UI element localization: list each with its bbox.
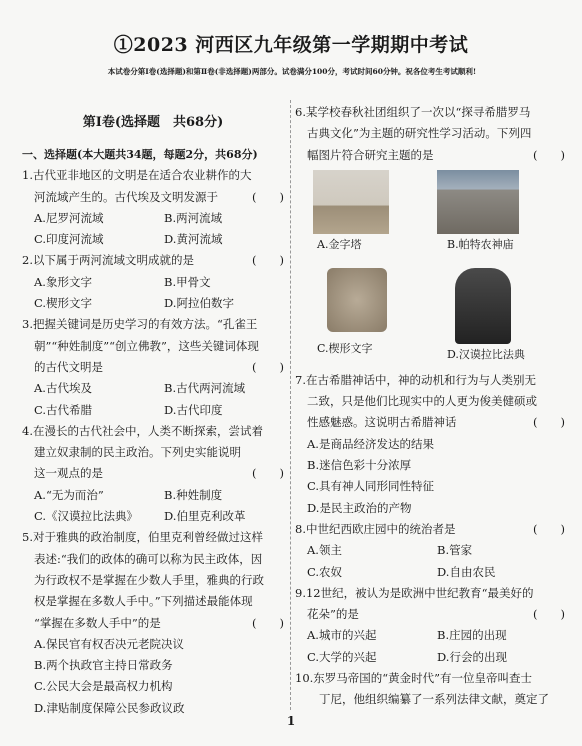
q5-stem: 5.对于雅典的政治制度，伯里克利曾经做过这样 [22,530,263,545]
q3-stem-3: 的古代文明是 ( ) [22,357,284,378]
exam-instructions: 本试卷分第Ⅰ卷(选择题)和第Ⅱ卷(非选择题)两部分。试卷满分100分，考试时间60分钟。祝各位考生考试顺利! [107,67,477,76]
q7-stem-2: 二致，只是他们比现实中的人更为俊美健硕或 [307,394,537,409]
q7-option-d: D.是民主政治的产物 [307,500,412,515]
q5-stem-3: 为行政权不是掌握在少数人手里，雅典的行政 [34,572,264,587]
q8-options-cd: C.农奴 D.自由农民 [307,564,496,579]
right-column [295,102,565,711]
q3-options-cd: C.古代希腊 D.古代印度 [34,402,223,417]
pyramid-image [313,170,389,234]
caption-b: B.帕特农神庙 [447,237,514,251]
hammurabi-picture [425,268,555,370]
q9-options-cd: C.大学的兴起 D.行会的出现 [307,649,507,664]
q5-stem-2: 表述:“我们的政体的确可以称为民主政体，因 [34,551,263,566]
answer-paren: ( ) [252,466,284,481]
q7-stem: 7.在古希腊神话中，神的动机和行为与人类别无 [295,372,536,387]
q2-options-ab: A.象形文字 B.甲骨文 [34,274,211,289]
q10-stem: 10.东罗马帝国的“黄金时代”有一位皇帝叫查士 [295,671,533,686]
q2-options-cd: C.楔形文字 D.阿拉伯数字 [34,296,234,311]
answer-paren: ( ) [252,615,284,630]
q3-options-ab: A.古代埃及 B.古代两河流域 [34,381,246,396]
answer-paren: ( ) [533,521,565,536]
q6-stem: 6.某学校春秋社团组织了一次以“探寻希腊罗马 [295,105,531,119]
q5-stem-5: “掌握在多数人手中”的是 ( ) [22,613,284,634]
q4-stem-2: 建立奴隶制的民主政治。下列史实能说明 [34,445,241,460]
answer-paren: ( ) [533,415,565,430]
q2-stem: 2.以下属于两河流域文明成就的是 ( ) [22,250,284,271]
q3-stem: 3.把握关键词是历史学习的有效方法。“孔雀王 [22,317,258,332]
q7-stem-3: 性感魅惑。这说明古希腊神话 ( ) [295,412,565,433]
answer-paren: ( ) [533,607,565,622]
q1-stem: 1.古代亚非地区的文明是在适合农业耕作的大 [22,168,252,183]
answer-paren: ( ) [252,189,284,204]
parthenon-image [437,170,519,234]
q8-stem: 8.中世纪西欧庄园中的统治者是 ( ) [295,519,565,540]
q5-option-a: A.保民官有权否决元老院决议 [34,636,184,651]
q6-stem-3: 幅图片符合研究主题的是 ( ) [295,145,565,166]
q5-option-b: B.两个执政官主持日常政务 [34,658,173,673]
q1-options-cd: C.印度河流域 D.黄河流域 [34,232,223,247]
q4-options-cd: C.《汉谟拉比法典》 D.伯里克利改革 [34,509,246,524]
page-number: 1 [286,714,296,728]
left-column [22,112,284,719]
q5-stem-4: 权是掌握在多数人手中。”下列描述最能体现 [34,594,253,609]
answer-paren: ( ) [252,359,284,374]
section-heading: 一、选择题(本大题共34题，每题2分，共68分) [22,148,258,161]
cuneiform-picture [295,268,425,370]
q9-options-ab: A.城市的兴起 B.庄园的出现 [307,628,507,643]
q1-options-ab: A.尼罗河流域 B.两河流域 [34,210,223,225]
q6-stem-2: 古典文化”为主题的研究性学习活动。下列四 [307,126,532,141]
q6-pictures-top [295,170,565,264]
q7-option-b: B.迷信色彩十分浓厚 [307,458,412,473]
q7-option-c: C.具有神人同形同性特征 [307,479,435,494]
q3-stem-2: 朝”“种姓制度”“创立佛教”，这些关键词体现 [34,338,259,353]
parthenon-picture [425,170,555,264]
q9-stem-2: 花朵”的是 ( ) [295,604,565,625]
q5-option-d: D.津贴制度保障公民参政议政 [34,700,185,715]
cuneiform-tablet-image [327,268,387,332]
volume-title: 第Ⅰ卷(选择题 共68分) [82,115,224,130]
pyramid-picture [295,170,425,264]
q1-stem-2: 河流域产生的。古代埃及文明发源于 ( ) [22,187,284,208]
q5-option-c: C.公民大会是最高权力机构 [34,679,173,694]
q4-options-ab: A.“无为而治” B.种姓制度 [34,487,223,502]
q9-stem: 9.12世纪，被认为是欧洲中世纪教育“最美好的 [295,585,534,600]
caption-c: C.楔形文字 [317,341,373,355]
hammurabi-stele-image [455,268,511,344]
exam-title: ①2023 河西区九年级第一学期期中考试 [113,34,469,56]
answer-paren: ( ) [252,253,284,268]
q6-pictures-bottom [295,268,565,370]
q10-stem-2: 丁尼，他组织编纂了一系列法律文献，奠定了 [319,692,549,707]
answer-paren: ( ) [533,147,565,162]
q4-stem-3: 这一观点的是 ( ) [22,463,284,484]
caption-a: A.金字塔 [317,237,362,251]
q7-option-a: A.是商品经济发达的结果 [307,436,434,451]
column-divider [290,100,291,710]
q4-stem: 4.在漫长的古代社会中，人类不断探索，尝试着 [22,423,263,438]
q8-options-ab: A.领主 B.管家 [307,543,473,558]
caption-d: D.汉谟拉比法典 [447,347,525,361]
